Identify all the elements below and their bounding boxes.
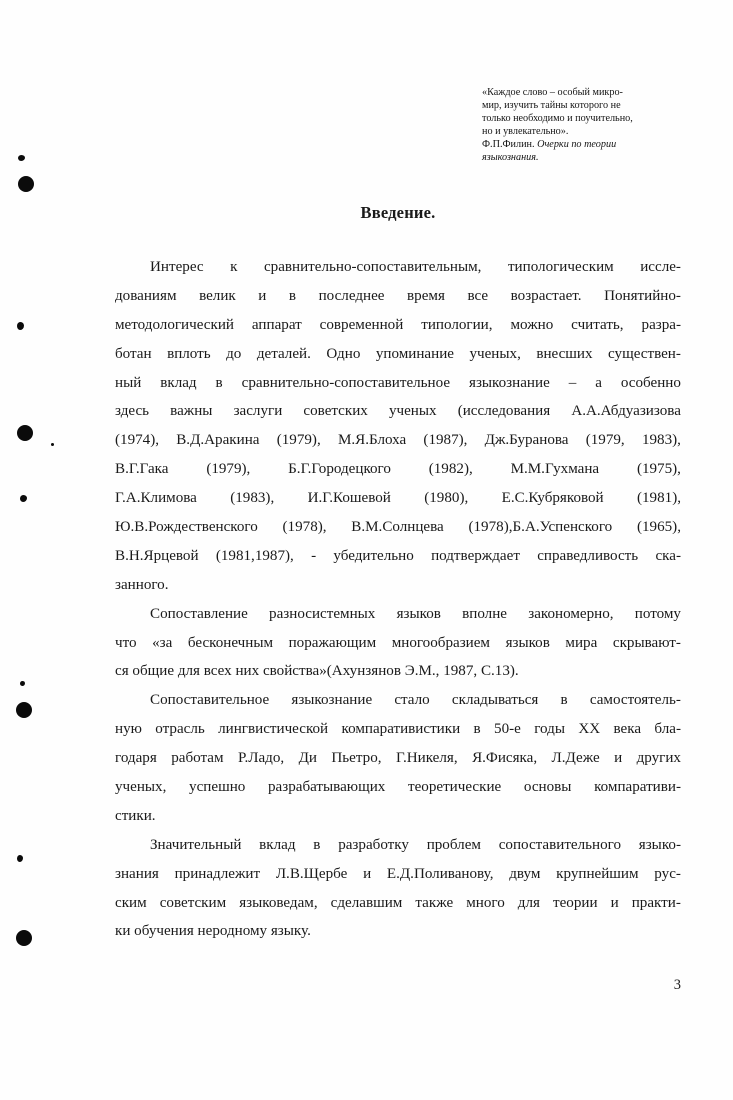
word: языкознание: [469, 374, 550, 391]
text-line: [115, 426, 681, 455]
word: ученых: [388, 403, 437, 420]
word: (1965),: [636, 519, 681, 536]
paragraph-contrastive-linguistics: [115, 686, 681, 830]
word: (1981,1987),: [215, 547, 294, 564]
text-line: [115, 513, 681, 542]
margin-speck-2: [17, 322, 24, 330]
word: крупнейшим: [556, 865, 639, 882]
word: Б.Г.Городецкого: [288, 461, 391, 478]
margin-speck-3: [51, 443, 54, 446]
epigraph-line: но и увлекательно».: [482, 126, 569, 138]
text-line: [115, 282, 681, 311]
word: Г.Никеля,: [395, 750, 458, 767]
text-line: [115, 860, 681, 889]
word: работам: [171, 750, 224, 767]
epigraph: [482, 86, 684, 165]
word: и: [258, 287, 267, 304]
word: типологии,: [421, 316, 493, 333]
word: в: [313, 836, 321, 853]
word: можно: [510, 316, 554, 333]
word: теории: [553, 894, 598, 911]
text-line: [115, 917, 681, 946]
word: рус-: [654, 865, 681, 882]
word: стало: [394, 692, 430, 709]
word: лингвистической: [218, 721, 329, 738]
epigraph-author: Ф.П.Филин.: [482, 139, 538, 151]
text-line: [115, 629, 681, 658]
word: языков: [396, 605, 441, 622]
word: ученых,: [469, 345, 521, 362]
word: и: [363, 865, 372, 882]
word: все: [467, 287, 489, 304]
word: современной: [319, 316, 404, 333]
word: методологический: [115, 316, 234, 333]
epigraph-source-line: Очерки по теории: [537, 139, 617, 151]
text-line: [115, 253, 681, 282]
text-line: [115, 455, 681, 484]
word: ученых,: [115, 779, 167, 796]
word: -: [311, 547, 317, 564]
word: Л.В.Щербе: [275, 865, 348, 882]
word: (1979),: [276, 432, 321, 449]
word: занного.: [115, 576, 169, 593]
word: время: [407, 287, 445, 304]
margin-speck-1: [18, 155, 25, 161]
word: советским: [159, 894, 227, 911]
paragraph-scherba-polivanov: [115, 831, 681, 947]
word: закономерно,: [528, 605, 614, 622]
text-line: [115, 686, 681, 715]
word: советских: [303, 403, 368, 420]
word: В.М.Солнцева: [351, 519, 444, 536]
word: сравнительно-сопоставительное: [241, 374, 451, 391]
word: (исследования: [457, 403, 551, 420]
word: ботан: [115, 345, 152, 362]
word: разрабатывающих: [267, 779, 386, 796]
word: в: [560, 692, 568, 709]
word: двум: [509, 865, 541, 882]
word: Интерес: [150, 259, 204, 275]
word: особенно: [620, 374, 681, 391]
word: XX: [578, 721, 601, 738]
word: годаря: [115, 750, 157, 767]
word: вполне: [462, 605, 507, 622]
word: (1979,: [585, 432, 625, 449]
word: самостоятель-: [589, 692, 681, 709]
text-line: [115, 773, 681, 802]
epigraph-line: «Каждое слово – особый микро-: [482, 87, 623, 98]
word: (1981),: [636, 490, 681, 507]
word: ским: [115, 894, 147, 911]
word: Г.А.Климова: [115, 490, 197, 507]
word: и: [614, 750, 623, 767]
word: разработку: [338, 836, 409, 853]
paragraph-comparison: [115, 600, 681, 687]
word: для: [517, 894, 540, 911]
word: внесших: [536, 345, 593, 362]
word: деталей.: [256, 345, 311, 362]
word: много: [466, 894, 505, 911]
word: Понятийно-: [604, 287, 681, 304]
word: «за: [152, 634, 173, 651]
word: языковедам,: [239, 894, 318, 911]
word: разра-: [641, 316, 681, 333]
word: мира: [565, 634, 598, 651]
word: других: [636, 750, 681, 767]
word: –: [568, 374, 577, 391]
word: М.М.Гухмана: [510, 461, 600, 478]
word: знания: [115, 865, 159, 882]
word: убедительно: [333, 547, 414, 564]
word: в: [215, 374, 223, 391]
text-line: [115, 889, 681, 918]
word: (1982),: [428, 461, 473, 478]
word: вклад: [259, 836, 296, 853]
word: Я.Фисяка,: [472, 750, 538, 767]
word: (1975),: [636, 461, 681, 478]
word: велик: [199, 287, 236, 304]
word: важны: [170, 403, 213, 420]
text-line: [115, 600, 681, 629]
text-line: [115, 715, 681, 744]
text-line: [115, 311, 681, 340]
word: Сопоставление: [150, 605, 248, 622]
word: Ди: [298, 750, 317, 767]
word: успешно: [189, 779, 246, 796]
word: а: [595, 374, 602, 391]
word: аппарат: [251, 316, 302, 333]
word: возрастает.: [510, 287, 582, 304]
margin-speck-6: [17, 855, 23, 862]
page-number: 3: [673, 977, 681, 993]
text-line: [115, 744, 681, 773]
text-line: [115, 831, 681, 860]
word: теоретические: [407, 779, 502, 796]
word: Значительный: [150, 836, 242, 853]
word: Сопоставительное: [150, 692, 270, 709]
word: вклад: [160, 374, 197, 391]
word: основы: [523, 779, 572, 796]
text-line: [115, 571, 681, 600]
word: ска-: [655, 547, 681, 564]
margin-dot-1: [18, 176, 34, 192]
body-text: [115, 253, 681, 946]
page-title: Введение.: [360, 203, 436, 222]
word: справедливость: [537, 547, 639, 564]
word: А.А.Абдуазизова: [571, 403, 681, 420]
word: (1978),: [282, 519, 327, 536]
word: ки обучения неродному языку.: [115, 923, 311, 940]
word: Р.Ладо,: [237, 750, 285, 767]
text-line: [115, 802, 681, 831]
word: Е.Д.Поливанову,: [386, 865, 494, 882]
word: стики.: [115, 807, 156, 824]
epigraph-attribution: [482, 138, 684, 151]
text-line: [115, 657, 681, 686]
word: (1979),: [206, 461, 251, 478]
word: и: [610, 894, 619, 911]
word: Дж.Буранова: [484, 432, 569, 449]
word: (1978),Б.А.Успенского: [468, 519, 613, 536]
epigraph-source-line: языкознания.: [482, 152, 539, 164]
word: последнее: [318, 287, 385, 304]
text-line: [115, 369, 681, 398]
word: ный: [115, 374, 142, 391]
word: заслуги: [233, 403, 283, 420]
word: проблем: [426, 836, 481, 853]
word: сделавшим: [330, 894, 403, 911]
word: до: [226, 345, 242, 362]
word: здесь: [115, 403, 150, 420]
word: что: [115, 634, 137, 651]
word: В.Д.Аракина: [176, 432, 260, 449]
word: разносистемных: [269, 605, 376, 622]
word: Пьетро,: [331, 750, 382, 767]
word: существен-: [608, 345, 681, 362]
word: иссле-: [640, 259, 681, 275]
word: Е.С.Кубряковой: [501, 490, 604, 507]
word: М.Я.Блоха: [337, 432, 407, 449]
word: (1987),: [423, 432, 468, 449]
word: к: [230, 259, 238, 275]
margin-dot-2: [17, 425, 33, 441]
margin-dot-4: [16, 930, 32, 946]
word: вплоть: [167, 345, 211, 362]
paragraph-interest: [115, 253, 681, 600]
word: Л.Деже: [551, 750, 600, 767]
word: языков: [505, 634, 550, 651]
word: скрывают-: [612, 634, 681, 651]
word: годы: [534, 721, 565, 738]
word: (1983),: [230, 490, 275, 507]
word: компаративи-: [594, 779, 681, 796]
text-line: [115, 484, 681, 513]
word: (1980),: [424, 490, 469, 507]
word: потому: [634, 605, 681, 622]
word: Одно: [326, 345, 361, 362]
word: 50-е: [494, 721, 521, 738]
word: (1974),: [115, 432, 160, 449]
margin-speck-5: [20, 681, 25, 686]
word: В.Н.Ярцевой: [115, 547, 199, 564]
word: 1983),: [641, 432, 681, 449]
word: считать,: [571, 316, 624, 333]
word: также: [415, 894, 454, 911]
text-line: [115, 340, 681, 369]
word: отрасль: [155, 721, 205, 738]
word: подтверждает: [431, 547, 520, 564]
word: языко-: [638, 836, 681, 853]
word: в: [473, 721, 481, 738]
word: компаративистики: [341, 721, 461, 738]
word: многообразием: [391, 634, 490, 651]
word: бла-: [654, 721, 681, 738]
word: века: [613, 721, 642, 738]
word: дованиям: [115, 287, 177, 304]
epigraph-line: только необходимо и поучительно,: [482, 113, 633, 125]
word: ся общие для всех них свойства»(Ахунзянов Э.М., 1987, С.13).: [115, 663, 519, 680]
word: ную: [115, 721, 142, 738]
text-line: [115, 542, 681, 571]
epigraph-line: мир, изучить тайны которого не: [482, 100, 621, 112]
margin-speck-4: [20, 495, 27, 502]
word: Ю.В.Рождественского: [115, 519, 258, 536]
text-line: [115, 397, 681, 426]
word: бесконечным: [187, 634, 274, 651]
word: поражающим: [288, 634, 377, 651]
word: типологическим: [507, 259, 614, 275]
word: сравнительно-сопоставительным,: [263, 259, 482, 275]
word: в: [288, 287, 297, 304]
word: практи-: [631, 894, 681, 911]
word: языкознание: [291, 692, 373, 709]
word: В.Г.Гака: [115, 461, 169, 478]
word: упоминание: [375, 345, 454, 362]
word: принадлежит: [174, 865, 261, 882]
word: складываться: [451, 692, 539, 709]
word: И.Г.Кошевой: [307, 490, 391, 507]
margin-dot-3: [16, 702, 32, 718]
word: сопоставительного: [498, 836, 622, 853]
